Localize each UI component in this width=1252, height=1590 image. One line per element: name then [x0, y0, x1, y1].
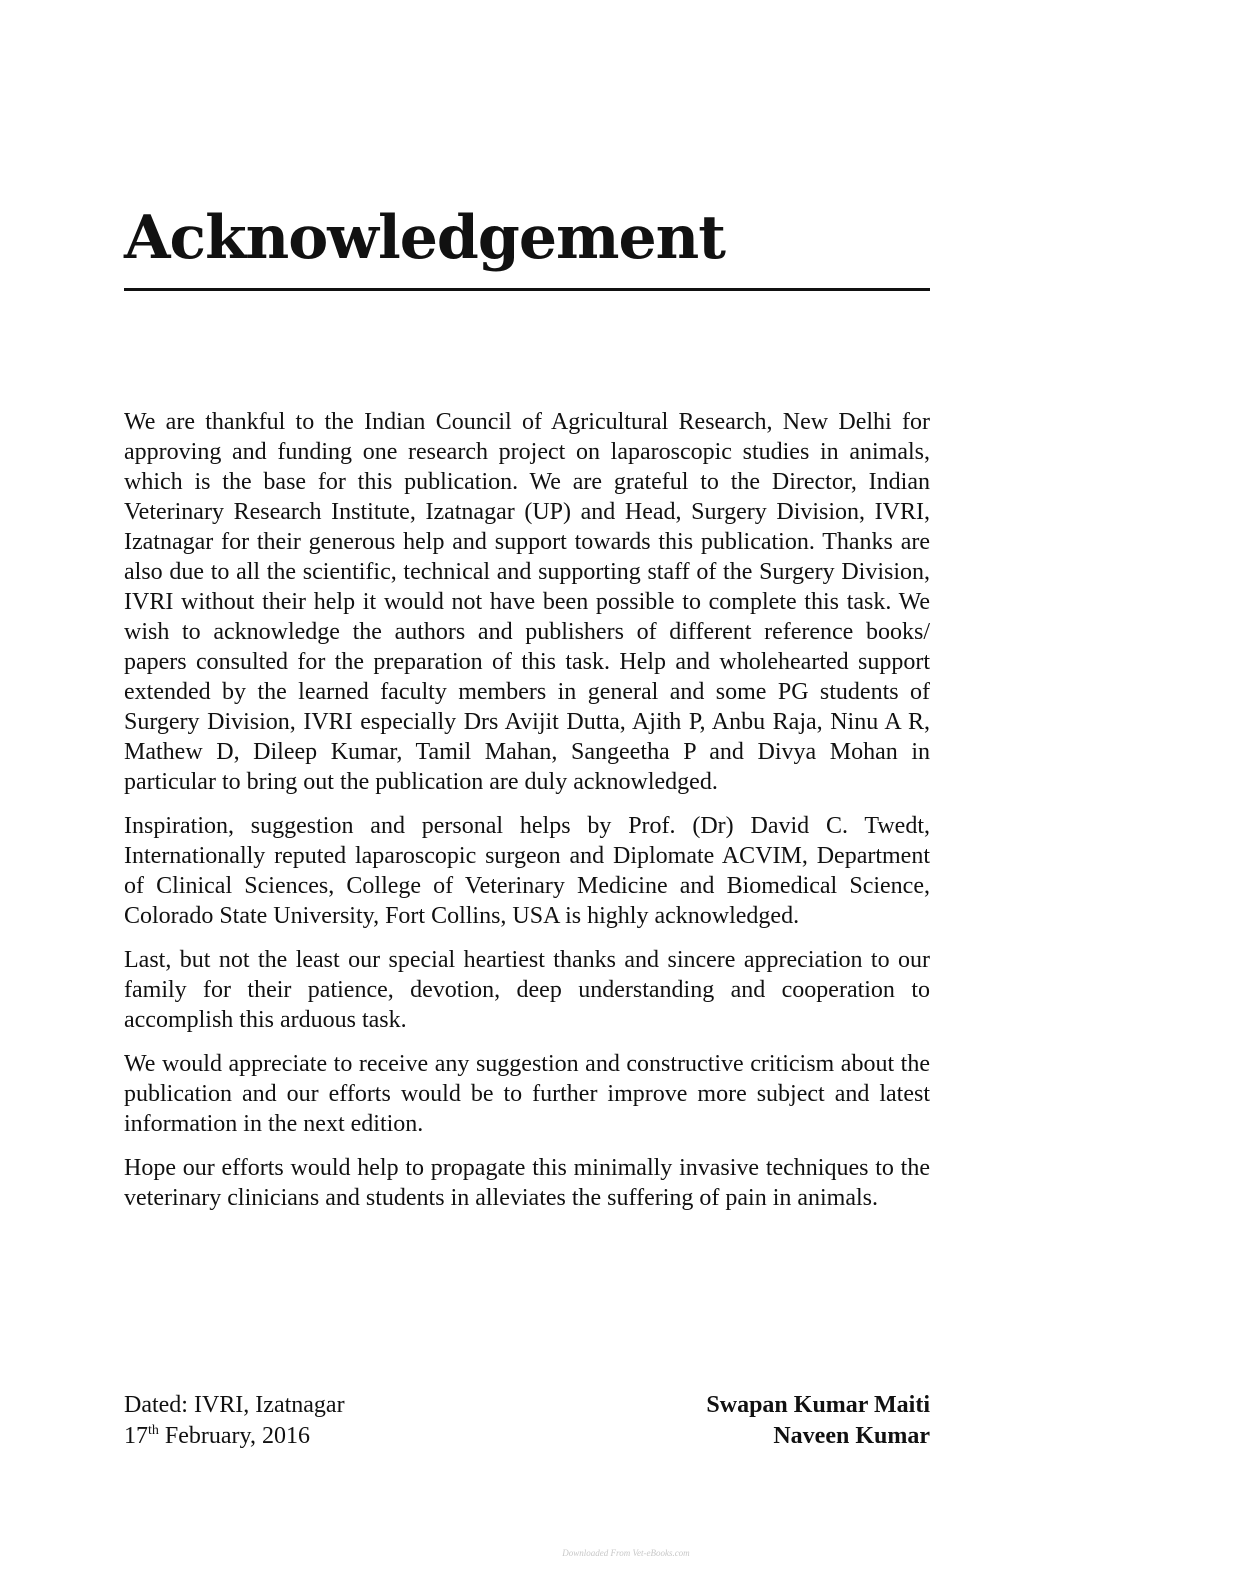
date-rest: February, 2016 — [158, 1423, 310, 1449]
download-watermark: Downloaded From Vet-eBooks.com — [562, 1548, 690, 1558]
page-title: Acknowledgement — [124, 203, 725, 273]
authors-block — [706, 1390, 930, 1452]
date-place-block — [124, 1390, 345, 1452]
author-name: Naveen Kumar — [773, 1423, 930, 1449]
date-suffix: th — [148, 1423, 159, 1438]
date-line — [124, 1421, 345, 1452]
paragraph-suggestions: We would appreciate to receive any suggestion and constructive criticism about the publication and our efforts would be to further improve more subject and latest information in the next edition. — [124, 1051, 930, 1137]
acknowledgement-body — [124, 407, 930, 1227]
date-day: 17 — [124, 1423, 148, 1449]
signature-block — [124, 1390, 930, 1452]
paragraph-family: Last, but not the least our special heartiest thanks and sincere appreciation to our family for their patience, devotion, deep understanding and cooperation to accomplish this arduous task. — [124, 947, 930, 1033]
author-name: Swapan Kumar Maiti — [706, 1392, 930, 1418]
dated-place: Dated: IVRI, Izatnagar — [124, 1392, 345, 1418]
paragraph-funding: We are thankful to the Indian Council of Agricultural Research, New Delhi for approving and funding one research project on laparoscopic studies in animals, which is the base for this publication. We are grateful to the Director, Indian Veterinary Research Institute, Izatnagar (UP) and Head, Surgery Division, IVRI, Izatnagar for their generous help and support towards this publication. Thanks are also due to all the scientific, technical and supporting staff of the Surgery Division, IVRI without their help it would not have been possible to complete this task. We wish to acknowledge the authors and publishers of different reference books/ papers consulted for the preparation of this task. Help and wholehearted support extended by the learned faculty members in general and some PG students of Surgery Division, IVRI especially Drs Avijit Dutta, Ajith P, Anbu Raja, Ninu A R, Mathew D, Dileep Kumar, Tamil Mahan, Sangeetha P and Divya Mohan in particular to bring out the publication are duly acknowledged. — [124, 409, 930, 795]
title-underline — [124, 288, 930, 291]
paragraph-inspiration: Inspiration, suggestion and personal helps by Prof. (Dr) David C. Twedt, Internationally reputed laparoscopic surgeon and Diplomate ACVIM, Department of Clinical Sciences, College of Veterinary Medicine and Biomedical Science, Colorado State University, Fort Collins, USA is highly acknowledged. — [124, 813, 930, 929]
paragraph-hope: Hope our efforts would help to propagate this minimally invasive techniques to the veterinary clinicians and students in alleviates the suffering of pain in animals. — [124, 1155, 930, 1211]
